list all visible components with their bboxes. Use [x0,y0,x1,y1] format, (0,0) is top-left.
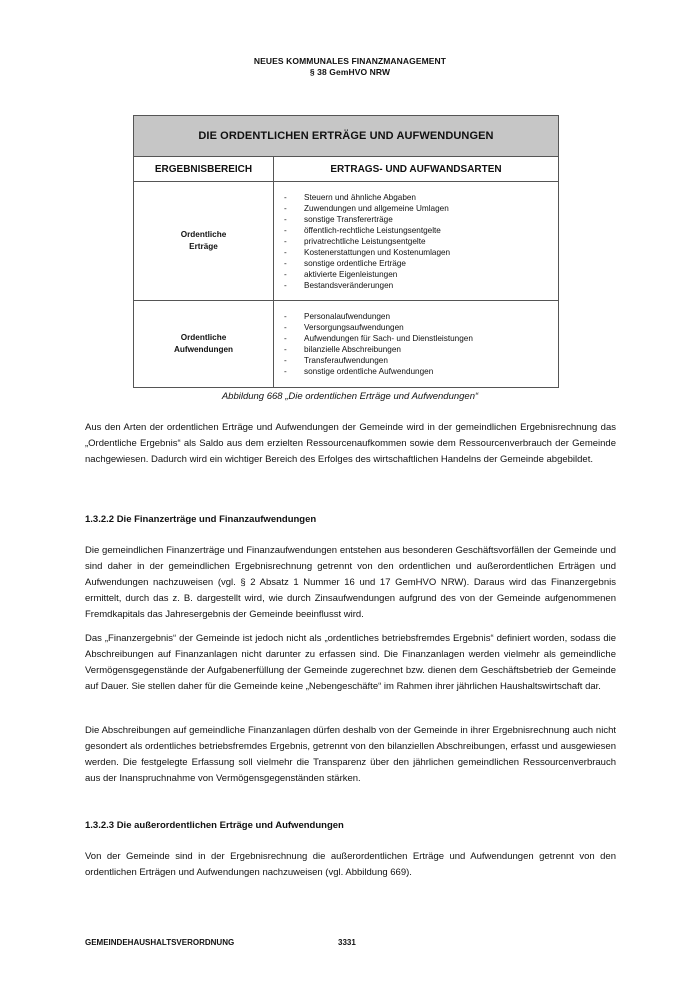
paragraph-1: Aus den Arten der ordentlichen Erträge und Aufwendungen der Gemeinde wird in der gemeindlichen Ergebnisrechnung das „Ordentliche Ergebnis“ als Saldo aus dem erzielten Ressourcenaufkommen sowie dem Ressourcenverbrauch der Gemeinde nachgewiesen. Dadurch wird ein wichtiger Bereich des Erfolges des wirtschaftlichen Handelns der Gemeinde abgebildet. [85,422,616,465]
list-item: - Steuern und ähnliche Abgaben [284,192,558,203]
row-label-line1: Ordentliche [180,333,227,342]
row-label [134,301,274,388]
list-item: - Aufwendungen für Sach- und Dienstleistungen [284,333,558,344]
paragraph-3: Das „Finanzergebnis“ der Gemeinde ist jedoch nicht als „ordentliches betriebsfremdes Ergebnis“ definiert worden, sodass die Abschreibungen auf Finanzanlagen nicht darunter zu erfassen sind. Die Finanzanlagen werden vielmehr als gemeindliche Vermögensgegenstände der Aufgabenerfüllung der Gemeinde zugerechnet bzw. dienen dem Geschäftsbetrieb der Gemeinde auf Dauer. Sie stellen daher für die Gemeinde keine „Nebengeschäfte“ im Rahmen ihrer jährlichen Haushaltswirtschaft dar. [85,633,616,692]
list-item: - Zuwendungen und allgemeine Umlagen [284,203,558,214]
list-item: - Personalaufwendungen [284,311,558,322]
section-heading-1-3-2-3: 1.3.2.3 Die außerordentlichen Erträge und Aufwendungen [85,820,344,831]
list-item: - bilanzielle Abschreibungen [284,344,558,355]
paragraph-5: Von der Gemeinde sind in der Ergebnisrechnung die außerordentlichen Erträge und Aufwendungen getrennt von den ordentlichen Erträgen und Aufwendungen nachzuweisen (vgl. Abbildung 669). [85,851,616,878]
revenue-expense-table [133,115,559,388]
list-item: - aktivierte Eigenleistungen [284,269,558,280]
row-items [274,182,559,301]
list-item: - privatrechtliche Leistungsentgelte [284,236,558,247]
paragraph-2: Die gemeindlichen Finanzerträge und Finanzaufwendungen entstehen aus besonderen Geschäftsvorfällen der Gemeinde und sind daher in der gemeindlichen Ergebnisrechnung getrennt von den ordentlichen und außerordentlichen Erträgen und Aufwendungen nachzuweisen (vgl. § 2 Absatz 1 Nummer 16 und 17 GemHVO NRW). Daraus wird das Finanzergebnis ermittelt, durch das z. B. dargestellt wird, wie durch Zinsaufwendungen aufgrund des von der Gemeinde aufgenommenen Fremdkapitals das Jahresergebnis der Gemeinde beeinflusst wird. [85,545,616,620]
list-item: - Kostenerstattungen und Kostenumlagen [284,247,558,258]
header-line-1: NEUES KOMMUNALES FINANZMANAGEMENT [253,56,447,66]
table-row [134,301,559,388]
table-header-col1: ERGEBNISBEREICH [134,157,274,182]
table-header-col2: ERTRAGS- UND AUFWANDSARTEN [274,157,559,182]
header-line-2: § 38 GemHVO NRW [309,67,391,77]
table-title: DIE ORDENTLICHEN ERTRÄGE UND AUFWENDUNGEN [134,116,559,157]
list-item: - öffentlich-rechtliche Leistungsentgelte [284,225,558,236]
row-label-line1: Ordentliche [180,230,227,239]
paragraph-4: Die Abschreibungen auf gemeindliche Finanzanlagen dürfen deshalb von der Gemeinde in ihrer Ergebnisrechnung auch nicht gesondert als ordentliches betriebsfremdes Ergebnis, getrennt von den bilanziellen Abschreibungen, erfasst und ausgewiesen werden. Die festgelegte Erfassung soll vielmehr die Transparenz über den jährlichen gemeindlichen Ressourcenverbrauch aus der Inanspruchnahme von Vermögensgegenständen stärken. [85,725,616,784]
table-row [134,182,559,301]
figure-caption: Abbildung 668 „Die ordentlichen Erträge und Aufwendungen“ [221,391,479,402]
row-label-line2: Aufwendungen [173,345,234,354]
row-label [134,182,274,301]
list-item: - sonstige Transfererträge [284,214,558,225]
list-item: - Bestandsveränderungen [284,280,558,291]
page-number: 3331 [338,938,356,947]
list-item: - sonstige ordentliche Erträge [284,258,558,269]
row-label-line2: Erträge [189,242,218,251]
page-header [0,56,700,78]
row-items [274,301,559,388]
list-item: - Versorgungsaufwendungen [284,322,558,333]
section-heading-1-3-2-2: 1.3.2.2 Die Finanzerträge und Finanzaufwendungen [85,514,317,525]
list-item: - sonstige ordentliche Aufwendungen [284,366,558,377]
list-item: - Transferaufwendungen [284,355,558,366]
footer-title: GEMEINDEHAUSHALTSVERORDNUNG [85,938,235,947]
